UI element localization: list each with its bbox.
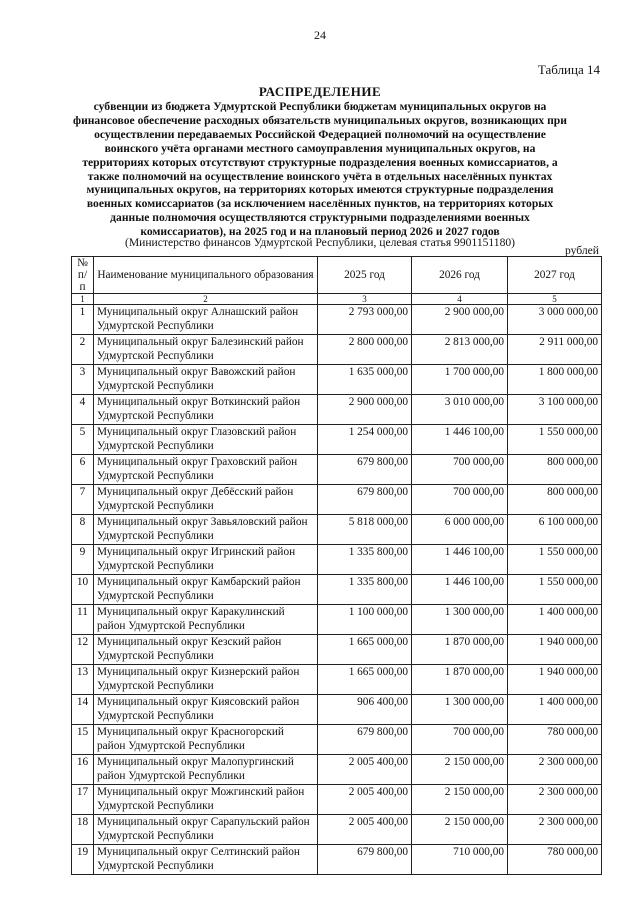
header-municipality: Наименование муниципального образования [94,257,318,294]
municipality-name: Муниципальный округ Каракулинский район Удмуртской Республики [94,605,318,635]
municipality-name: Муниципальный округ Игринский район Удмуртской Республики [94,545,318,575]
table-row [72,665,602,695]
municipality-name: Муниципальный округ Дебёсский район Удмуртской Республики [94,485,318,515]
table-row [72,335,602,365]
row-number: 7 [72,485,94,515]
row-number: 3 [72,365,94,395]
row-number: 17 [72,785,94,815]
amount-2025: 2 900 000,00 [318,395,412,425]
amount-2027: 780 000,00 [508,725,602,755]
amount-2026: 710 000,00 [412,845,508,875]
amount-2026: 6 000 000,00 [412,515,508,545]
row-number: 13 [72,665,94,695]
amount-2026: 1 870 000,00 [412,635,508,665]
row-number: 15 [72,725,94,755]
municipality-name: Муниципальный округ Балезинский район Удмуртской Республики [94,335,318,365]
amount-2026: 1 446 100,00 [412,425,508,455]
table-row [72,815,602,845]
amount-2026: 700 000,00 [412,485,508,515]
table-row [72,845,602,875]
municipality-name: Муниципальный округ Глазовский район Удмуртской Республики [94,425,318,455]
row-number: 4 [72,395,94,425]
column-number: 1 [72,294,94,305]
table-row [72,455,602,485]
amount-2025: 2 005 400,00 [318,785,412,815]
amount-2026: 1 870 000,00 [412,665,508,695]
amount-2026: 700 000,00 [412,455,508,485]
header-row [72,257,602,294]
amount-2025: 1 635 000,00 [318,365,412,395]
amount-2025: 2 005 400,00 [318,755,412,785]
amount-2027: 2 911 000,00 [508,335,602,365]
amount-2027: 3 000 000,00 [508,305,602,335]
amount-2027: 1 550 000,00 [508,425,602,455]
row-number: 2 [72,335,94,365]
row-number: 10 [72,575,94,605]
column-number: 2 [94,294,318,305]
amount-2025: 906 400,00 [318,695,412,725]
amount-2025: 5 818 000,00 [318,515,412,545]
amount-2027: 1 800 000,00 [508,365,602,395]
amount-2026: 1 446 100,00 [412,575,508,605]
table-row [72,785,602,815]
table-row [72,425,602,455]
amount-2025: 2 005 400,00 [318,815,412,845]
table-row [72,485,602,515]
amount-2025: 679 800,00 [318,485,412,515]
table-row [72,755,602,785]
amount-2027: 800 000,00 [508,455,602,485]
amount-2026: 1 300 000,00 [412,695,508,725]
column-number: 3 [318,294,412,305]
municipality-name: Муниципальный округ Кезский район Удмуртской Республики [94,635,318,665]
amount-2025: 1 335 800,00 [318,545,412,575]
table-label: Таблица 14 [537,62,600,77]
amount-2026: 1 700 000,00 [412,365,508,395]
table-row [72,575,602,605]
row-number: 8 [72,515,94,545]
amount-2027: 3 100 000,00 [508,395,602,425]
amount-2025: 679 800,00 [318,845,412,875]
amount-2027: 1 400 000,00 [508,605,602,635]
table-row [72,545,602,575]
municipality-name: Муниципальный округ Вавожский район Удмуртской Республики [94,365,318,395]
row-number: 9 [72,545,94,575]
table-row [72,515,602,545]
municipality-name: Муниципальный округ Камбарский район Удмуртской Республики [94,575,318,605]
municipality-name: Муниципальный округ Алнашский район Удмуртской Республики [94,305,318,335]
page-number: 24 [314,28,326,42]
column-number: 5 [508,294,602,305]
table-row [72,725,602,755]
amount-2026: 2 150 000,00 [412,755,508,785]
ministry-line: (Министерство финансов Удмуртской Республики, целевая статья 9901151180) [124,236,516,249]
amount-2026: 700 000,00 [412,725,508,755]
header-2027: 2027 год [508,257,602,294]
amount-2025: 1 665 000,00 [318,665,412,695]
row-number: 19 [72,845,94,875]
table-body [72,305,602,875]
municipality-name: Муниципальный округ Завьяловский район Удмуртской Республики [94,515,318,545]
amount-2025: 679 800,00 [318,455,412,485]
amount-2026: 2 900 000,00 [412,305,508,335]
amount-2026: 2 150 000,00 [412,785,508,815]
header-2025: 2025 год [318,257,412,294]
amount-2027: 1 940 000,00 [508,635,602,665]
amount-2026: 1 300 000,00 [412,605,508,635]
municipality-name: Муниципальный округ Воткинский район Удмуртской Республики [94,395,318,425]
amount-2025: 1 335 800,00 [318,575,412,605]
amount-2025: 679 800,00 [318,725,412,755]
municipality-name: Муниципальный округ Сарапульский район Удмуртской Республики [94,815,318,845]
amount-2027: 1 550 000,00 [508,575,602,605]
amount-2027: 2 300 000,00 [508,755,602,785]
table-row [72,365,602,395]
row-number: 14 [72,695,94,725]
amount-2025: 2 793 000,00 [318,305,412,335]
document-title: РАСПРЕДЕЛЕНИЕ [258,84,382,99]
amount-2027: 2 300 000,00 [508,815,602,845]
amount-2025: 1 254 000,00 [318,425,412,455]
amount-2027: 2 300 000,00 [508,785,602,815]
municipality-name: Муниципальный округ Граховский район Удмуртской Республики [94,455,318,485]
column-number: 4 [412,294,508,305]
row-number: 6 [72,455,94,485]
row-number: 11 [72,605,94,635]
column-number-row [72,294,602,305]
municipality-name: Муниципальный округ Малопургинский район Удмуртской Республики [94,755,318,785]
municipality-name: Муниципальный округ Селтинский район Удмуртской Республики [94,845,318,875]
header-number: № п/п [72,257,94,294]
amount-2027: 1 550 000,00 [508,545,602,575]
row-number: 18 [72,815,94,845]
municipality-name: Муниципальный округ Киясовский район Удмуртской Республики [94,695,318,725]
amount-2026: 3 010 000,00 [412,395,508,425]
amount-2027: 780 000,00 [508,845,602,875]
amount-2026: 2 150 000,00 [412,815,508,845]
row-number: 16 [72,755,94,785]
document-subtitle: субвенции из бюджета Удмуртской Республики бюджетам муниципальных округов на финансовое обеспечение расходных обязательств муниципальных округов, возникающих при осуществлении передаваемых Российской Федерацией полномочий на осуществление воинского учёта органами местного самоуправления муниципальных округов, на территориях которых отсутствуют структурные подразделения военных комиссариатов, а также полномочий на осуществление воинского учёта в отдельных населённых пунктах муниципальных округов, на территориях которых имеются структурные подразделения военных комиссариатов (за исключением населённых пунктов, на территориях которых данные полномочия осуществляются структурными подразделениями военных комиссариатов), на 2025 год и на плановый период 2026 и 2027 годов [73,100,567,239]
amount-2025: 2 800 000,00 [318,335,412,365]
amount-2025: 1 665 000,00 [318,635,412,665]
table-row [72,635,602,665]
amount-2025: 1 100 000,00 [318,605,412,635]
amount-2027: 1 940 000,00 [508,665,602,695]
municipality-name: Муниципальный округ Красногорский район Удмуртской Республики [94,725,318,755]
amount-2026: 2 813 000,00 [412,335,508,365]
amount-2027: 1 400 000,00 [508,695,602,725]
row-number: 1 [72,305,94,335]
table-row [72,605,602,635]
municipality-name: Муниципальный округ Кизнерский район Удмуртской Республики [94,665,318,695]
units-label: рублей [564,244,599,257]
row-number: 12 [72,635,94,665]
table-row [72,305,602,335]
table-row [72,695,602,725]
municipality-name: Муниципальный округ Можгинский район Удмуртской Республики [94,785,318,815]
distribution-table [71,256,602,875]
amount-2026: 1 446 100,00 [412,545,508,575]
header-2026: 2026 год [412,257,508,294]
amount-2027: 6 100 000,00 [508,515,602,545]
amount-2027: 800 000,00 [508,485,602,515]
row-number: 5 [72,425,94,455]
table-row [72,395,602,425]
